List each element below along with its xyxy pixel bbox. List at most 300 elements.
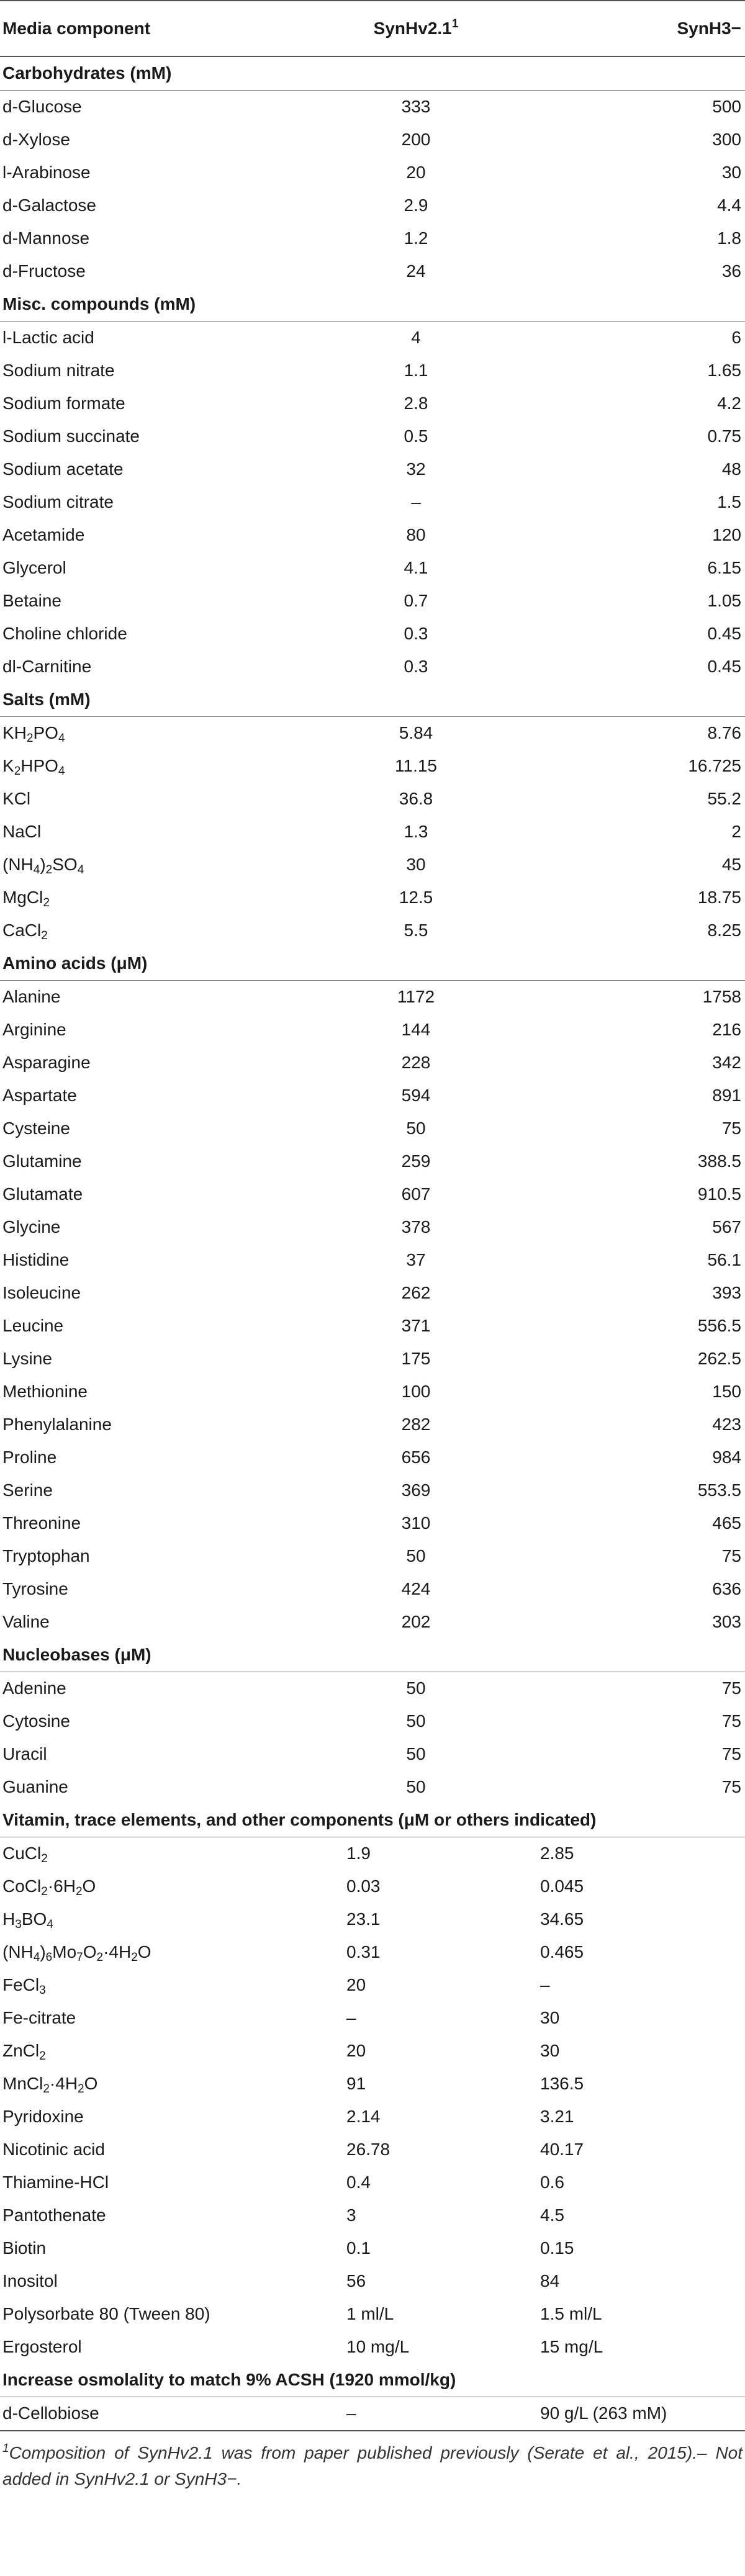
subscript: 3 bbox=[15, 1918, 22, 1932]
name-text: Phenylalanine bbox=[2, 1415, 112, 1434]
table-row bbox=[0, 1936, 745, 1969]
synhv21-value: 24 bbox=[406, 261, 426, 281]
component-name bbox=[0, 1903, 292, 1936]
synh3-value: 342 bbox=[712, 1053, 741, 1073]
name-text: Threonine bbox=[2, 1513, 81, 1533]
table-row bbox=[0, 189, 745, 222]
subscript: 4 bbox=[33, 1951, 40, 1965]
name-text: Fe-citrate bbox=[2, 2008, 76, 2028]
synhv21-value: 0.4 bbox=[346, 2173, 371, 2192]
name-text: Valine bbox=[2, 1612, 50, 1632]
subscript: 2 bbox=[14, 765, 21, 778]
synh3-value: 18.75 bbox=[697, 888, 741, 907]
subscript: 2 bbox=[41, 929, 48, 943]
table-row bbox=[0, 1474, 745, 1507]
synh3-value: 75 bbox=[721, 1678, 741, 1698]
synh3-value: 75 bbox=[721, 1711, 741, 1731]
table-row bbox=[0, 1145, 745, 1178]
component-name bbox=[0, 585, 292, 618]
synh3-value: 1.8 bbox=[717, 228, 741, 248]
synhv21-value: 100 bbox=[401, 1382, 431, 1402]
name-text: Methionine bbox=[2, 1382, 88, 1402]
component-name bbox=[0, 354, 292, 387]
synhv21-value: 0.5 bbox=[404, 426, 428, 446]
synhv21-value: 656 bbox=[401, 1448, 431, 1467]
table-row bbox=[0, 1376, 745, 1408]
section-title: Misc. compounds (mM) bbox=[0, 288, 745, 322]
section-header-row bbox=[0, 2364, 745, 2397]
synh3-value: 30 bbox=[540, 2008, 560, 2028]
name-text: Leucine bbox=[2, 1316, 64, 1336]
synh3-value: 55.2 bbox=[707, 789, 741, 809]
table-row bbox=[0, 783, 745, 816]
component-name bbox=[0, 124, 292, 156]
component-name bbox=[0, 2035, 292, 2068]
table-row bbox=[0, 1837, 745, 1871]
synhv21-value: 262 bbox=[401, 1283, 431, 1303]
name-text: HPO bbox=[20, 756, 58, 776]
synhv21-value: 50 bbox=[406, 1744, 426, 1764]
name-text: Acetamide bbox=[2, 525, 85, 545]
synhv21-value: 0.3 bbox=[404, 624, 428, 644]
name-text: dl-Carnitine bbox=[2, 657, 92, 677]
synh3-value: 0.45 bbox=[707, 657, 741, 677]
name-text: Glycine bbox=[2, 1217, 61, 1237]
component-name bbox=[0, 1244, 292, 1277]
table-row bbox=[0, 519, 745, 552]
synhv21-value: 30 bbox=[406, 855, 426, 875]
component-name bbox=[0, 1343, 292, 1376]
component-name bbox=[0, 387, 292, 420]
section-title: Vitamin, trace elements, and other components (μM or others indicated) bbox=[0, 1804, 745, 1837]
synhv21-value: 50 bbox=[406, 1119, 426, 1138]
name-text: Sodium acetate bbox=[2, 459, 124, 479]
synh3-value: 303 bbox=[712, 1612, 741, 1632]
section-title: Increase osmolality to match 9% ACSH (1920 mmol/kg) bbox=[0, 2364, 745, 2397]
table-row bbox=[0, 1870, 745, 1903]
synh3-value: 388.5 bbox=[697, 1151, 741, 1171]
component-name bbox=[0, 2331, 292, 2364]
name-text: d-Galactose bbox=[2, 196, 96, 215]
component-name bbox=[0, 1079, 292, 1112]
subscript: 4 bbox=[77, 863, 84, 877]
synhv21-value: 1 ml/L bbox=[346, 2304, 394, 2324]
name-text: l-Arabinose bbox=[2, 163, 91, 182]
component-name bbox=[0, 914, 292, 947]
synh3-value: 90 g/L (263 mM) bbox=[540, 2397, 745, 2431]
section-title: Nucleobases (μM) bbox=[0, 1639, 745, 1672]
name-text: Sodium citrate bbox=[2, 492, 114, 512]
component-name bbox=[0, 486, 292, 519]
synh3-value: 300 bbox=[712, 130, 741, 150]
name-text: Sodium formate bbox=[2, 394, 125, 413]
synh3-value: 75 bbox=[721, 1744, 741, 1764]
synh3-value: 75 bbox=[721, 1119, 741, 1138]
table-row bbox=[0, 2133, 745, 2166]
table-row bbox=[0, 750, 745, 783]
component-name bbox=[0, 1211, 292, 1244]
name-text: ) bbox=[40, 1942, 46, 1962]
synh3-value: 0.6 bbox=[540, 2173, 564, 2192]
synh3-value: 4.2 bbox=[717, 394, 741, 413]
name-text: O bbox=[82, 1876, 96, 1896]
component-name bbox=[0, 1277, 292, 1310]
name-text: Adenine bbox=[2, 1678, 66, 1698]
component-name bbox=[0, 783, 292, 816]
subscript: 3 bbox=[39, 1984, 46, 1997]
synh3-value: 556.5 bbox=[697, 1316, 741, 1336]
table-row bbox=[0, 552, 745, 585]
synhv21-value: 5.5 bbox=[404, 921, 428, 940]
table-row bbox=[0, 124, 745, 156]
name-text: Pantothenate bbox=[2, 2205, 106, 2225]
name-text: Cysteine bbox=[2, 1119, 70, 1138]
table-row bbox=[0, 322, 745, 355]
synh3-value: 34.65 bbox=[540, 1909, 584, 1929]
name-text: Uracil bbox=[2, 1744, 47, 1764]
synhv21-value: 20 bbox=[406, 163, 426, 182]
table-body bbox=[0, 56, 745, 2431]
table-row bbox=[0, 1244, 745, 1277]
table-row bbox=[0, 651, 745, 683]
synh3-value: 910.5 bbox=[697, 1184, 741, 1204]
subscript: 2 bbox=[26, 732, 34, 745]
subscript: 4 bbox=[58, 765, 65, 778]
footnote-citation-link[interactable]: Serate et al., 2015 bbox=[533, 2443, 687, 2462]
component-name bbox=[0, 156, 292, 189]
component-name bbox=[0, 322, 292, 355]
name-text: CuCl bbox=[2, 1844, 42, 1863]
table-row bbox=[0, 1014, 745, 1047]
table-row bbox=[0, 585, 745, 618]
synh3-value: 4.5 bbox=[540, 2205, 564, 2225]
component-name bbox=[0, 91, 292, 124]
synh3-value: 75 bbox=[721, 1546, 741, 1566]
synhv21-value: 50 bbox=[406, 1546, 426, 1566]
synhv21-value: 175 bbox=[401, 1349, 431, 1369]
table-row bbox=[0, 849, 745, 881]
table-row bbox=[0, 981, 745, 1014]
name-text: ZnCl bbox=[2, 2041, 40, 2061]
synhv21-value: 0.7 bbox=[404, 591, 428, 611]
synhv21-value: 50 bbox=[406, 1777, 426, 1797]
component-name bbox=[0, 1178, 292, 1211]
synh3-value: 150 bbox=[712, 1382, 741, 1402]
synh3-value: 393 bbox=[712, 1283, 741, 1303]
synhv21-value: 91 bbox=[346, 2074, 366, 2094]
subscript: 2 bbox=[78, 2083, 84, 2096]
table-row bbox=[0, 2035, 745, 2068]
synhv21-value: 11.15 bbox=[395, 756, 437, 776]
name-text: d-Glucose bbox=[2, 97, 82, 117]
name-text: Biotin bbox=[2, 2238, 47, 2258]
component-name bbox=[0, 2298, 292, 2331]
synh3-value: 36 bbox=[721, 261, 741, 281]
name-text: (NH bbox=[2, 1942, 34, 1962]
table-row bbox=[0, 1738, 745, 1771]
synh3-value: 0.15 bbox=[540, 2238, 574, 2258]
synhv21-value: 378 bbox=[401, 1217, 431, 1237]
component-name bbox=[0, 1474, 292, 1507]
synh3-value: 891 bbox=[712, 1086, 741, 1106]
synhv21-value: 371 bbox=[401, 1316, 431, 1336]
table-row bbox=[0, 2265, 745, 2298]
table-row bbox=[0, 91, 745, 124]
name-text: ·6H bbox=[47, 1876, 76, 1896]
name-text: Proline bbox=[2, 1448, 57, 1467]
synhv21-value: 202 bbox=[401, 1612, 431, 1632]
synhv21-value: 259 bbox=[401, 1151, 431, 1171]
name-text: Polysorbate 80 (Tween 80) bbox=[2, 2304, 210, 2324]
subscript: 2 bbox=[39, 2050, 46, 2063]
synhv21-value: 36.8 bbox=[399, 789, 433, 809]
name-text: Lysine bbox=[2, 1349, 52, 1369]
table-row bbox=[0, 2232, 745, 2265]
table-row bbox=[0, 255, 745, 288]
subscript: 4 bbox=[47, 1918, 53, 1932]
component-name bbox=[0, 1606, 292, 1639]
name-text: ·4H bbox=[49, 2074, 78, 2094]
synhv21-value: 1.1 bbox=[404, 361, 428, 381]
component-name bbox=[0, 2265, 292, 2298]
synh3-value: 40.17 bbox=[540, 2140, 584, 2159]
table-row bbox=[0, 914, 745, 947]
component-name bbox=[0, 2068, 292, 2101]
name-text: K bbox=[2, 756, 14, 776]
synhv21-value: 310 bbox=[401, 1513, 431, 1533]
table-row bbox=[0, 420, 745, 453]
subscript: 4 bbox=[33, 863, 40, 877]
synh3-value: 45 bbox=[721, 855, 741, 875]
synhv21-value: 1.2 bbox=[404, 228, 428, 248]
synhv21-value: 32 bbox=[406, 459, 426, 479]
synhv21-value: 5.84 bbox=[399, 723, 433, 743]
name-text: KH bbox=[2, 723, 27, 743]
synh3-value: 0.45 bbox=[707, 624, 741, 644]
synh3-value: 1.5 ml/L bbox=[540, 2304, 602, 2324]
table-row bbox=[0, 1672, 745, 1706]
synh3-value: 567 bbox=[712, 1217, 741, 1237]
table-row bbox=[0, 1310, 745, 1343]
synhv21-value: 50 bbox=[406, 1711, 426, 1731]
component-name bbox=[0, 1540, 292, 1573]
name-text: d-Fructose bbox=[2, 261, 86, 281]
component-name bbox=[0, 519, 292, 552]
synhv21-value: 424 bbox=[401, 1579, 431, 1599]
footnote-text-a: Composition of SynHv2.1 was from paper published previously ( bbox=[9, 2443, 533, 2462]
synhv21-value: 282 bbox=[401, 1415, 431, 1434]
name-text: Guanine bbox=[2, 1777, 68, 1797]
component-name bbox=[0, 717, 292, 750]
synh3-value: 2.85 bbox=[540, 1844, 574, 1863]
component-name bbox=[0, 1870, 292, 1903]
synhv21-value: 20 bbox=[346, 1975, 366, 1995]
table-row bbox=[0, 1343, 745, 1376]
synh3-value: 0.75 bbox=[707, 426, 741, 446]
synhv21-value: 369 bbox=[401, 1480, 431, 1500]
synh3-value: 120 bbox=[712, 525, 741, 545]
component-name bbox=[0, 1672, 292, 1706]
name-text: d-Mannose bbox=[2, 228, 90, 248]
synhv21-value: 3 bbox=[346, 2205, 356, 2225]
synh3-value: 136.5 bbox=[540, 2074, 584, 2094]
subscript: 4 bbox=[58, 732, 65, 745]
synhv21-value: 0.3 bbox=[404, 657, 428, 677]
synh3-value: 3.21 bbox=[540, 2107, 574, 2127]
name-text: Asparagine bbox=[2, 1053, 91, 1073]
synhv21-value: 1172 bbox=[397, 987, 435, 1007]
component-name bbox=[0, 750, 292, 783]
synh3-value: 30 bbox=[721, 163, 741, 182]
component-name bbox=[0, 1047, 292, 1079]
name-text: Betaine bbox=[2, 591, 61, 611]
table-row bbox=[0, 387, 745, 420]
component-name bbox=[0, 1837, 292, 1871]
name-text: SO bbox=[52, 855, 78, 875]
subscript: 7 bbox=[76, 1951, 83, 1965]
name-text: Cytosine bbox=[2, 1711, 70, 1731]
synh3-value: 4.4 bbox=[717, 196, 741, 215]
component-name bbox=[0, 816, 292, 849]
synhv21-value: 0.31 bbox=[346, 1942, 381, 1962]
table-row bbox=[0, 618, 745, 651]
component-name bbox=[0, 1705, 292, 1738]
section-header-row bbox=[0, 947, 745, 981]
name-text: Glutamine bbox=[2, 1151, 82, 1171]
name-text: Aspartate bbox=[2, 1086, 77, 1106]
synhv21-value: 2.9 bbox=[404, 196, 428, 215]
table-row bbox=[0, 2298, 745, 2331]
synhv21-value: – bbox=[411, 492, 421, 512]
subscript: 2 bbox=[43, 2083, 50, 2096]
synh3-value: 0.045 bbox=[540, 1876, 584, 1896]
component-name bbox=[0, 981, 292, 1014]
section-header-row bbox=[0, 1639, 745, 1672]
synh3-value: 423 bbox=[712, 1415, 741, 1434]
name-text: FeCl bbox=[2, 1975, 40, 1995]
component-name bbox=[0, 1441, 292, 1474]
table-row bbox=[0, 2166, 745, 2199]
subscript: 2 bbox=[131, 1951, 138, 1965]
name-text: Inositol bbox=[2, 2271, 58, 2291]
name-text: Alanine bbox=[2, 987, 61, 1007]
table-row bbox=[0, 1079, 745, 1112]
synh3-value: 465 bbox=[712, 1513, 741, 1533]
synh3-value: 0.465 bbox=[540, 1942, 584, 1962]
subscript: 6 bbox=[45, 1951, 53, 1965]
component-name bbox=[0, 1310, 292, 1343]
synh3-value: 1758 bbox=[702, 987, 741, 1007]
section-title: Salts (mM) bbox=[0, 683, 745, 717]
synh3-value: 6 bbox=[731, 328, 741, 348]
section-header-row bbox=[0, 288, 745, 322]
table-row bbox=[0, 486, 745, 519]
synh3-value: 56.1 bbox=[707, 1250, 741, 1270]
name-text: Nicotinic acid bbox=[2, 2140, 105, 2159]
component-name bbox=[0, 2397, 292, 2431]
table-row bbox=[0, 1540, 745, 1573]
synh3-value: 16.725 bbox=[688, 756, 741, 776]
section-title: Amino acids (μM) bbox=[0, 947, 745, 981]
table-row bbox=[0, 1903, 745, 1936]
synh3-value: 48 bbox=[721, 459, 741, 479]
component-name bbox=[0, 1014, 292, 1047]
synhv21-value: 0.1 bbox=[346, 2238, 371, 2258]
table-row bbox=[0, 1408, 745, 1441]
name-text: O bbox=[83, 1942, 97, 1962]
name-text: NaCl bbox=[2, 822, 42, 842]
table-row bbox=[0, 1507, 745, 1540]
footnote-marker: 1 bbox=[2, 2442, 9, 2455]
component-name bbox=[0, 1507, 292, 1540]
component-name bbox=[0, 2166, 292, 2199]
table-row bbox=[0, 1277, 745, 1310]
name-text: ) bbox=[40, 855, 46, 875]
synhv21-value: 594 bbox=[401, 1086, 431, 1106]
synhv21-value: 1.3 bbox=[404, 822, 428, 842]
synhv21-value: 2.8 bbox=[404, 394, 428, 413]
name-text: CoCl bbox=[2, 1876, 42, 1896]
synh3-value: 8.76 bbox=[707, 723, 741, 743]
synhv21-value: 144 bbox=[401, 1020, 431, 1040]
component-name bbox=[0, 189, 292, 222]
table-row bbox=[0, 2002, 745, 2035]
synhv21-value: 1.9 bbox=[346, 1844, 371, 1863]
table-row bbox=[0, 2331, 745, 2364]
header-synh3: SynH3− bbox=[540, 1, 745, 56]
header-synhv21: $SynHv2.1^1$ bbox=[292, 1, 540, 56]
synhv21-value: 20 bbox=[346, 2041, 366, 2061]
name-text: CaCl bbox=[2, 921, 42, 940]
synh3-value: 636 bbox=[712, 1579, 741, 1599]
name-text: Glutamate bbox=[2, 1184, 83, 1204]
component-name bbox=[0, 618, 292, 651]
synh3-value: 15 mg/L bbox=[540, 2337, 603, 2357]
synh3-value: 553.5 bbox=[697, 1480, 741, 1500]
header-footnote-marker: 1 bbox=[451, 17, 459, 30]
synhv21-value: 4 bbox=[411, 328, 421, 348]
synhv21-value: 2.14 bbox=[346, 2107, 381, 2127]
synh3-value: 500 bbox=[712, 97, 741, 117]
table-row bbox=[0, 1178, 745, 1211]
component-name bbox=[0, 255, 292, 288]
component-name bbox=[0, 1408, 292, 1441]
section-header-row bbox=[0, 1804, 745, 1837]
component-name bbox=[0, 2232, 292, 2265]
synh3-value: 1.05 bbox=[707, 591, 741, 611]
header-media-component: Media component bbox=[0, 1, 292, 56]
name-text: Pyridoxine bbox=[2, 2107, 84, 2127]
synh3-value: 2 bbox=[731, 822, 741, 842]
component-name bbox=[0, 2133, 292, 2166]
synhv21-value: 4.1 bbox=[404, 558, 428, 578]
synh3-value: 262.5 bbox=[697, 1349, 741, 1369]
synhv21-value: 26.78 bbox=[346, 2140, 391, 2159]
subscript: 2 bbox=[75, 1885, 83, 1899]
name-text: Choline chloride bbox=[2, 624, 127, 644]
table-row bbox=[0, 1047, 745, 1079]
name-text: Sodium nitrate bbox=[2, 361, 115, 381]
table-row bbox=[0, 1771, 745, 1804]
table-row bbox=[0, 1606, 745, 1639]
table-row bbox=[0, 222, 745, 255]
table-row bbox=[0, 2199, 745, 2232]
table-row bbox=[0, 2068, 745, 2101]
component-name bbox=[0, 1145, 292, 1178]
subscript: 2 bbox=[41, 1885, 48, 1899]
component-name bbox=[0, 881, 292, 914]
name-text: Ergosterol bbox=[2, 2337, 82, 2357]
